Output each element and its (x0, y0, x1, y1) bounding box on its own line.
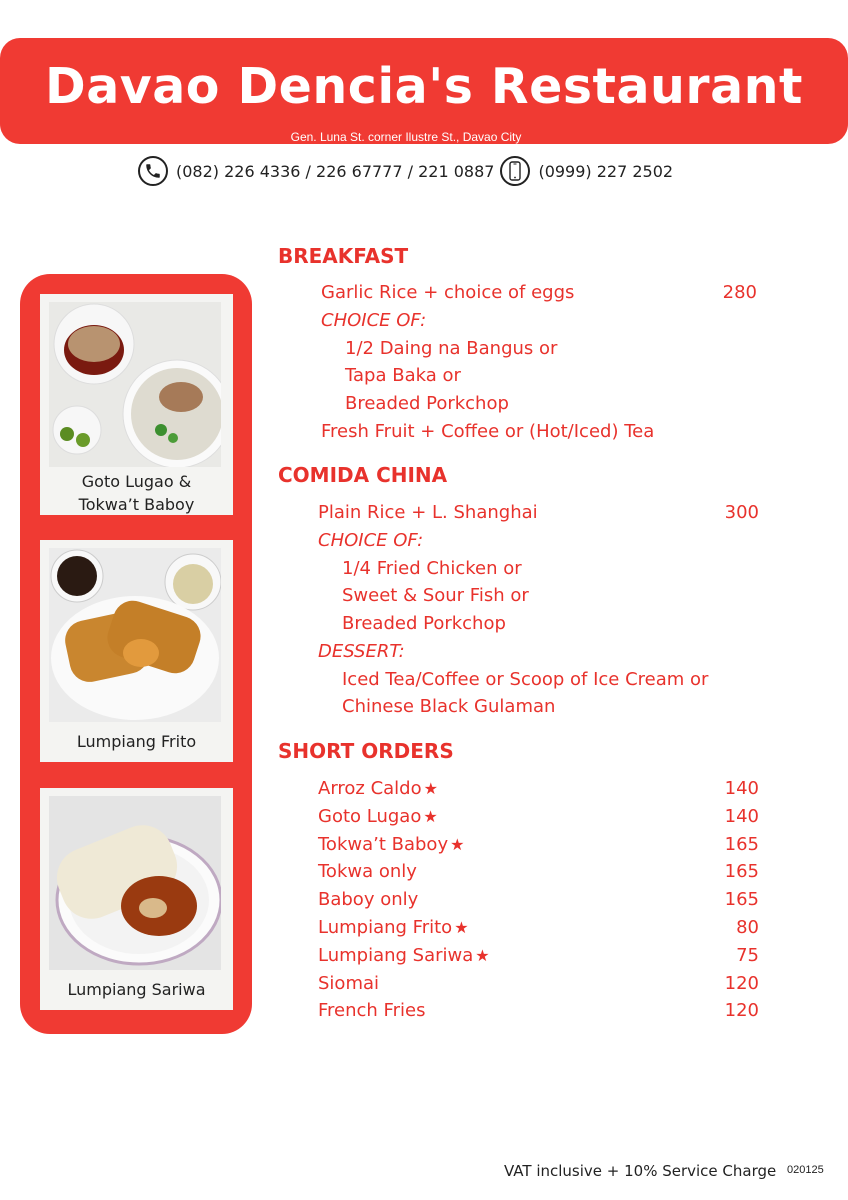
inclusion-item: Fresh Fruit + Coffee or (Hot/Iced) Tea (321, 421, 655, 442)
photo-card-goto-tokwa (40, 294, 233, 515)
section-heading-comida-china: COMIDA CHINA (278, 463, 448, 487)
menu-item-price: 165 (724, 833, 759, 855)
contact-numbers (138, 154, 679, 188)
menu-item-name: Tokwa only (318, 861, 417, 883)
list-item (318, 889, 418, 910)
list-item (318, 834, 464, 855)
menu-item-price: 80 (736, 917, 759, 938)
menu-item-name: Arroz Caldo (318, 778, 422, 799)
lumpiang-sariwa-photo (49, 796, 221, 970)
menu-item-name: Lumpiang Frito (318, 917, 453, 938)
photo-caption: Goto Lugao & Tokwa’t Baboy (78, 472, 195, 514)
star-icon: ★ (423, 779, 438, 798)
menu-item-price: 120 (724, 1000, 759, 1022)
choice-item: Tapa Baka or (345, 365, 461, 386)
photo-card-lumpiang-sariwa (40, 788, 233, 1010)
list-item (318, 945, 490, 966)
menu-item-name: Lumpiang Sariwa (318, 944, 474, 966)
star-icon: ★ (454, 918, 469, 937)
choice-label: CHOICE OF: (321, 310, 427, 331)
menu-item-price: 140 (724, 778, 759, 799)
menu-item-name: Tokwa’t Baboy (318, 833, 449, 855)
choice-item: Sweet & Sour Fish or (342, 585, 529, 606)
photo-caption: Lumpiang Sariwa (67, 980, 206, 999)
section-heading-breakfast: BREAKFAST (278, 244, 409, 268)
menu-item-price: 165 (724, 889, 759, 911)
list-item (318, 917, 469, 938)
phone-icon (138, 156, 168, 186)
choice-label: CHOICE OF: (318, 530, 424, 551)
menu-item-name: French Fries (318, 1000, 426, 1022)
menu-item-price: 300 (724, 502, 759, 523)
menu-item-name: Siomai (318, 972, 380, 994)
menu-item-price: 140 (724, 805, 759, 827)
landline-numbers[interactable]: (082) 226 4336 / 226 67777 / 221 0887 (176, 161, 495, 181)
dessert-label: DESSERT: (318, 641, 405, 662)
list-item (318, 806, 438, 827)
lumpiang-frito-photo (49, 548, 221, 722)
star-icon: ★ (423, 806, 438, 826)
menu-item-price: 280 (722, 282, 757, 303)
mobile-number[interactable]: (0999) 227 2502 (538, 161, 674, 181)
goto-lugao-photo (49, 302, 221, 467)
menu-code: 020125 (787, 1164, 824, 1176)
list-item (318, 778, 438, 799)
list-item (318, 1000, 425, 1021)
menu-item-name: Baboy only (318, 889, 419, 911)
menu-item-breakfast: Garlic Rice + choice of eggs (321, 282, 575, 303)
restaurant-address: Gen. Luna St. corner Ilustre St., Davao City (290, 130, 522, 144)
dessert-item: Chinese Black Gulaman (342, 696, 556, 717)
photo-card-lumpiang-frito (40, 540, 233, 762)
service-charge-note: VAT inclusive + 10% Service Charge (504, 1162, 777, 1180)
choice-item: Breaded Porkchop (345, 393, 509, 414)
mobile-phone-icon (500, 156, 530, 186)
menu-item-price: 120 (724, 972, 759, 994)
menu-item-name: Goto Lugao (318, 805, 422, 827)
menu-item-comida-china: Plain Rice + L. Shanghai (318, 502, 538, 523)
dessert-item: Iced Tea/Coffee or Scoop of Ice Cream or (342, 669, 709, 690)
star-icon: ★ (450, 834, 465, 854)
restaurant-title: Davao Dencia's Restaurant (45, 58, 803, 115)
menu-item-price: 75 (736, 944, 759, 966)
photo-caption: Lumpiang Frito (76, 732, 197, 751)
list-item (318, 861, 417, 882)
menu-item-price: 165 (724, 861, 759, 883)
star-icon: ★ (475, 945, 490, 965)
section-heading-short-orders: SHORT ORDERS (278, 739, 454, 763)
choice-item: Breaded Porkchop (342, 613, 506, 634)
choice-item: 1/4 Fried Chicken or (342, 558, 522, 579)
choice-item: 1/2 Daing na Bangus or (345, 338, 558, 359)
list-item (318, 973, 379, 994)
